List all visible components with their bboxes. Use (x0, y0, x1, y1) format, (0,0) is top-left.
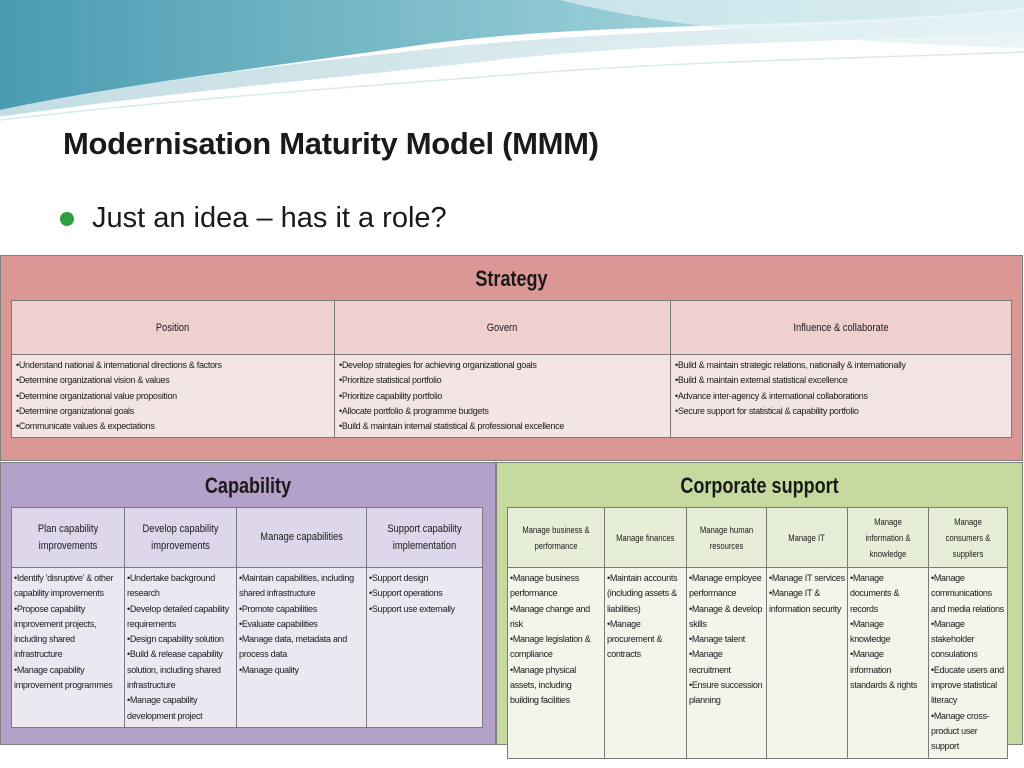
capability-cell: •Maintain capabilities, including shared infrastructure •Promote capabilities •Evaluate capabilities •Manage data, metadata and process data •Manage quality (237, 568, 367, 728)
strategy-col-header: Position (12, 301, 335, 355)
corporate-cell: •Manage communications and media relations •Manage stakeholder consulations •Educate users and improve statistical literacy •Manage cross-product user support (929, 568, 1008, 759)
corporate-col-header: Manage IT (767, 508, 848, 568)
strategy-heading: Strategy (475, 266, 548, 291)
header-banner-wave (0, 0, 1024, 125)
bullet-text: Just an idea – has it a role? (92, 202, 447, 234)
corporate-col-header: Manage human resources (687, 508, 767, 568)
bullet-point (60, 202, 447, 235)
capability-table (11, 507, 483, 728)
corporate-cell: •Maintain accounts (including assets & liabilities) •Manage procurement & contracts (605, 568, 687, 759)
corporate-support-panel (496, 462, 1023, 752)
capability-col-header: Manage capabilities (237, 508, 367, 568)
corporate-support-table (507, 507, 1008, 759)
corporate-cell: •Manage employee performance •Manage & develop skills •Manage talent •Manage recruitment •Ensure succession planning (687, 568, 767, 759)
corporate-support-heading: Corporate support (680, 473, 839, 498)
capability-col-header: Support capability implementation (367, 508, 483, 568)
strategy-panel (0, 255, 1023, 461)
capability-col-header: Plan capability improvements (12, 508, 125, 568)
page-title: Modernisation Maturity Model (MMM) (63, 126, 599, 161)
capability-header-row (12, 508, 483, 568)
capability-cell: •Support design •Support operations •Support use externally (367, 568, 483, 728)
strategy-header-row (12, 301, 1012, 355)
strategy-cell: •Develop strategies for achieving organizational goals •Prioritize statistical portfolio •Prioritize capability portfolio •Allocate portfolio & programme budgets •Build & maintain internal statistical & professional excellence (335, 355, 671, 438)
strategy-cell: •Build & maintain strategic relations, nationally & internationally •Build & maintain external statistical excellence •Advance inter-agency & international collaborations •Secure support for statistical & capability portfolio (671, 355, 1012, 438)
corporate-header-row (508, 508, 1008, 568)
capability-col-header: Develop capability improvements (125, 508, 237, 568)
strategy-col-header: Influence & collaborate (671, 301, 1012, 355)
capability-cell: •Identify 'disruptive' & other capability improvements •Propose capability improvement projects, including shared infrastructure •Manage capability improvement programmes (12, 568, 125, 728)
strategy-cell: •Understand national & international directions & factors •Determine organizational vision & values •Determine organizational value proposition •Determine organizational goals •Communicate values & expectations (12, 355, 335, 438)
corporate-body-row (508, 568, 1008, 759)
corporate-col-header: Manage finances (605, 508, 687, 568)
capability-cell: •Undertake background research •Develop detailed capability requirements •Design capability solution •Build & release capability solution, including shared infrastructure •Manage capability development project (125, 568, 237, 728)
corporate-col-header: Manage information & knowledge (848, 508, 929, 568)
corporate-cell: •Manage business performance •Manage change and risk •Manage legislation & compliance •Manage physical assets, including building facilities (508, 568, 605, 759)
corporate-cell: •Manage IT services •Manage IT & information security (767, 568, 848, 759)
bullet-dot-icon (60, 212, 74, 226)
capability-panel (0, 462, 496, 745)
corporate-col-header: Manage consumers & suppliers (929, 508, 1008, 568)
corporate-cell: •Manage documents & records •Manage knowledge •Manage information standards & rights (848, 568, 929, 759)
strategy-table (11, 300, 1012, 438)
strategy-body-row (12, 355, 1012, 438)
capability-heading: Capability (204, 473, 292, 498)
capability-body-row (12, 568, 483, 728)
corporate-col-header: Manage business & performance (508, 508, 605, 568)
strategy-col-header: Govern (335, 301, 671, 355)
